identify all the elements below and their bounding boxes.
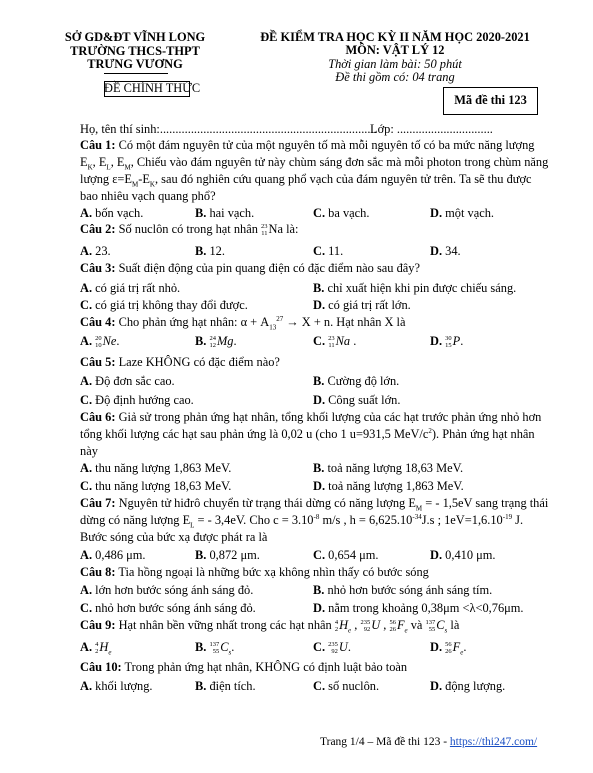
official-label: ĐỀ CHÍNH THỨC bbox=[104, 81, 201, 95]
q1-line4: bao nhiêu vạch quang phổ? bbox=[80, 189, 216, 203]
q5-option-d[interactable]: D. Công suất lớn. bbox=[313, 393, 401, 407]
divider bbox=[104, 73, 168, 74]
q3-line: Câu 3: Suất điện động của pin quang điện có đặc điểm nào sau đây? bbox=[80, 261, 420, 275]
exam-title: ĐỀ KIỂM TRA HỌC KỲ II NĂM HỌC 2020-2021 bbox=[260, 30, 530, 44]
q5-option-b[interactable]: B. Cường độ lớn. bbox=[313, 374, 400, 388]
q7-line3: Bước sóng của bức xạ được phát ra là bbox=[80, 530, 268, 544]
q4-option-a[interactable]: A. 20 10 Ne. bbox=[80, 334, 120, 350]
q2-option-b[interactable]: B. 12. bbox=[195, 244, 225, 258]
exam-time: Thời gian làm bài: 50 phút bbox=[328, 57, 462, 71]
q1-option-c[interactable]: C. ba vạch. bbox=[313, 206, 370, 220]
q7-line1: Câu 7: Nguyên tử hiđrô chuyển từ trạng thái dừng có năng lượng $E_M$ = - 1,5eV sang trạng thái bbox=[80, 496, 549, 513]
q10-option-a[interactable]: A. khối lượng. bbox=[80, 679, 153, 693]
q7-option-d[interactable]: D. 0,410 μm. bbox=[430, 548, 496, 562]
q5-option-a[interactable]: A. Độ đơn sắc cao. bbox=[80, 374, 175, 388]
q1-option-b[interactable]: B. hai vạch. bbox=[195, 206, 255, 220]
q7-option-a[interactable]: A. 0,486 μm. bbox=[80, 548, 146, 562]
q9-option-b[interactable]: B. 137 55 $C_s$. bbox=[195, 640, 235, 657]
q7-option-c[interactable]: C. 0,654 μm. bbox=[313, 548, 379, 562]
school-name: TRƯỜNG THCS-THPT bbox=[70, 44, 200, 58]
q1-option-d[interactable]: D. một vạch. bbox=[430, 206, 495, 220]
q3-option-d[interactable]: D. có giá trị rất lớn. bbox=[313, 298, 411, 312]
q6-option-b[interactable]: B. toả năng lượng 18,63 MeV. bbox=[313, 461, 464, 475]
q2-option-c[interactable]: C. 11. bbox=[313, 244, 344, 258]
q1-line2: $E_K$, $E_L$, $E_M$, Chiếu vào đám nguyên tử này chùm sáng đơn sắc mà mỗi photon trong chùm năng bbox=[80, 155, 549, 172]
q8-option-d[interactable]: D. nằm trong khoảng 0,38μm <λ<0,76μm. bbox=[313, 601, 524, 615]
q6-option-a[interactable]: A. thu năng lượng 1,863 MeV. bbox=[80, 461, 232, 475]
q4-option-d[interactable]: D. 30 15 P. bbox=[430, 334, 464, 350]
q4-option-c[interactable]: C. 23 11 Na . bbox=[313, 334, 357, 350]
class-line: Lớp: ............................... bbox=[370, 122, 493, 136]
q8-option-a[interactable]: A. lớn hơn bước sóng ánh sáng đỏ. bbox=[80, 583, 254, 597]
q10-line: Câu 10: Trong phản ứng hạt nhân, KHÔNG có định luật bảo toàn bbox=[80, 660, 408, 674]
q3-option-c[interactable]: C. có giá trị không thay đổi được. bbox=[80, 298, 248, 312]
q1-option-a[interactable]: A. bốn vạch. bbox=[80, 206, 144, 220]
page-count: Đề thi gồm có: 04 trang bbox=[335, 70, 455, 84]
q9-line: Câu 9: Hạt nhân bền vững nhất trong các hạt nhân 4 2 $H_e$ , 235 92 U , 56 26 $F_e$ và 137 55 $C_s$ là bbox=[80, 618, 460, 635]
page-footer: Trang 1/4 – Mã đề thi 123 - https://thi247.com/ bbox=[320, 736, 538, 748]
student-name-line: Họ, tên thí sinh:...................................................................... bbox=[80, 122, 377, 136]
q6-option-d[interactable]: D. toả năng lượng 1,863 MeV. bbox=[313, 479, 464, 493]
q10-option-c[interactable]: C. số nuclôn. bbox=[313, 679, 380, 693]
q10-option-b[interactable]: B. điện tích. bbox=[195, 679, 256, 693]
q8-option-c[interactable]: C. nhỏ hơn bước sóng ánh sáng đỏ. bbox=[80, 601, 256, 615]
q4-option-b[interactable]: B. 24 12 Mg. bbox=[195, 334, 237, 350]
exam-code: Mã đề thi 123 bbox=[454, 93, 527, 107]
q4-line: Câu 4: Cho phản ứng hạt nhân: $\alpha + A_{13}^{27} \to X + n$. Hạt nhân X là bbox=[80, 314, 406, 332]
q10-option-d[interactable]: D. động lượng. bbox=[430, 679, 506, 693]
q2-line: Câu 2: Số nuclôn có trong hạt nhân 23 11 Na là: bbox=[80, 222, 299, 238]
q7-line2: dừng có năng lượng $E_L$ = - 3,4eV. Cho $c = 3.10^{-8}$ m/s , $h = 6,625.10^{-34}J.s$ ; $1eV=1,6.10^{-19}$ J. bbox=[80, 512, 524, 530]
q2-option-a[interactable]: A. 23. bbox=[80, 244, 111, 258]
q8-line: Câu 8: Tia hồng ngoại là những bức xạ không nhìn thấy có bước sóng bbox=[80, 565, 429, 579]
q2-option-d[interactable]: D. 34. bbox=[430, 244, 461, 258]
footer-link[interactable]: https://thi247.com/ bbox=[449, 736, 538, 748]
q5-line: Câu 5: Laze KHÔNG có đặc điểm nào? bbox=[80, 355, 280, 369]
q3-option-b[interactable]: B. chỉ xuất hiện khi pin được chiếu sáng. bbox=[313, 281, 517, 295]
school-name-2: TRƯNG VƯƠNG bbox=[87, 57, 183, 71]
q8-option-b[interactable]: B. nhỏ hơn bước sóng ánh sáng tím. bbox=[313, 583, 493, 597]
q5-option-c[interactable]: C. Độ định hướng cao. bbox=[80, 393, 194, 407]
subject: MÔN: VẬT LÝ 12 bbox=[345, 43, 445, 57]
q3-option-a[interactable]: A. có giá trị rất nhỏ. bbox=[80, 281, 181, 295]
q1-line1: Câu 1: Có một đám nguyên tử của một nguyên tố mà mỗi nguyên tố có ba mức năng lượng bbox=[80, 138, 535, 152]
q7-option-b[interactable]: B. 0,872 μm. bbox=[195, 548, 260, 562]
q1-line3: lượng $\varepsilon=E_M-E_K$, sau đó nghiên cứu quang phổ vạch của đám nguyên tử trên. Ta sẽ thu được bbox=[80, 172, 532, 189]
q9-option-c[interactable]: C. 235 92 U. bbox=[313, 640, 351, 656]
q9-option-d[interactable]: D. 56 26 $F_e$. bbox=[430, 640, 467, 657]
q9-option-a[interactable]: A. 4 2 $H_e$ bbox=[80, 640, 112, 657]
q6-option-c[interactable]: C. thu năng lượng 18,63 MeV. bbox=[80, 479, 232, 493]
department-name: SỞ GD&ĐT VĨNH LONG bbox=[64, 30, 206, 44]
q6-line2: tổng khối lượng các hạt sau phản ứng là 0,02 u (cho 1 u=931,5 MeV/$c^2$). Phản ứng hạt nhân bbox=[80, 426, 535, 441]
q6-line1: Câu 6: Giả sử trong phản ứng hạt nhân, tổng khối lượng của các hạt trước phản ứng nhỏ hơn bbox=[80, 410, 542, 424]
q6-line3: này bbox=[80, 444, 98, 458]
